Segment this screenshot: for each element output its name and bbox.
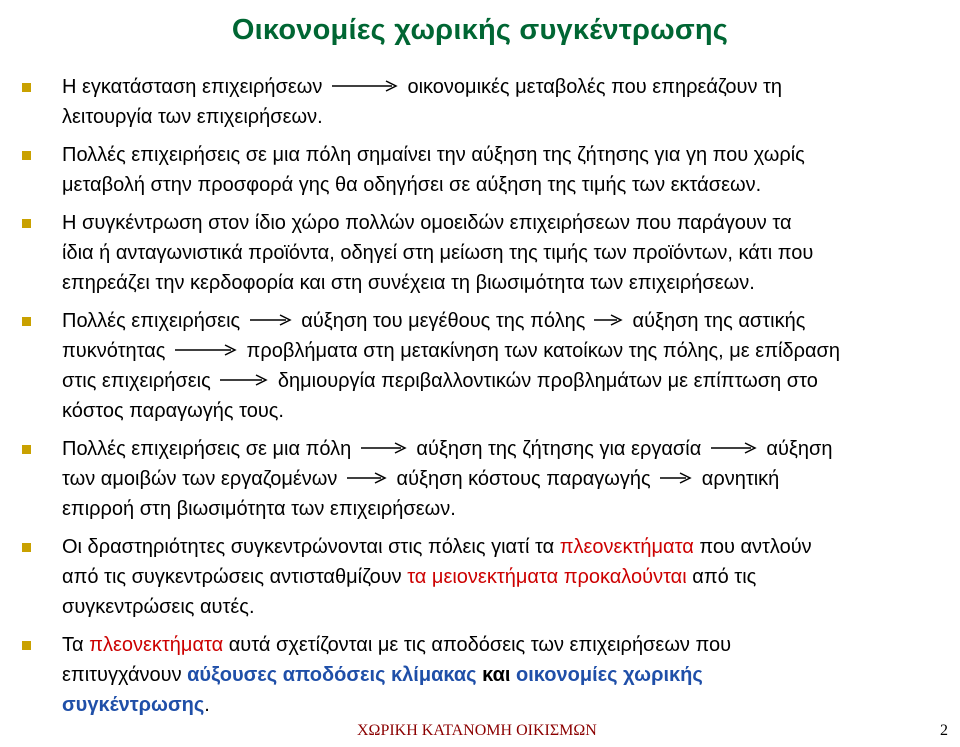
bullet-text: αύξηση <box>766 438 833 460</box>
right-arrow-icon <box>359 442 409 454</box>
bullet-text: οικονομικές μεταβολές που επηρεάζουν τη <box>407 76 783 98</box>
bullet-text: επιτυγχάνουν <box>62 664 188 686</box>
bullet-item <box>22 306 942 426</box>
bullet-text: που αντλούν <box>693 536 812 558</box>
bullet-text: λειτουργία των επιχειρήσεων. <box>62 106 323 128</box>
bullet-text: κόστος παραγωγής τους. <box>62 400 284 422</box>
right-arrow-icon <box>173 344 239 356</box>
bullet-text: στις επιχειρήσεις <box>62 370 211 392</box>
square-bullet-icon <box>22 543 31 552</box>
disadvantages-highlight: τα μειονεκτήματα προκαλούνται <box>407 566 687 588</box>
bullet-text: αύξηση της αστικής <box>632 310 806 332</box>
bullet-item <box>22 140 942 200</box>
square-bullet-icon <box>22 317 31 326</box>
bullet-item <box>22 434 942 524</box>
bullet-text: αρνητική <box>701 468 780 490</box>
bullet-text: προβλήματα στη μετακίνηση των κατοίκων της πόλης, με επίδραση <box>246 340 840 362</box>
square-bullet-icon <box>22 641 31 650</box>
advantages-highlight: πλεονεκτήματα <box>559 536 694 558</box>
bullet-text: των αμοιβών των εργαζομένων <box>62 468 338 490</box>
bullet-text: αύξηση του μεγέθους της πόλης <box>301 310 586 332</box>
right-arrow-icon <box>593 314 625 326</box>
square-bullet-icon <box>22 219 31 228</box>
square-bullet-icon <box>22 151 31 160</box>
bullet-text: ίδια ή ανταγωνιστικά προϊόντα, οδηγεί στη μείωση της τιμής των προϊόντων, κάτι που <box>62 242 814 264</box>
bullet-text: και <box>476 664 517 686</box>
page-number: 2 <box>940 722 948 739</box>
bullet-text: αυτά σχετίζονται με τις αποδόσεις των επιχειρήσεων που <box>223 634 732 656</box>
right-arrow-icon <box>248 314 294 326</box>
bullet-text: από τις <box>686 566 757 588</box>
bullet-item <box>22 72 942 132</box>
bullet-text: Τα <box>62 634 90 656</box>
bullet-text: επηρεάζει την κερδοφορία και στη συνέχεια τη βιωσιμότητα των επιχειρήσεων. <box>62 272 755 294</box>
bullet-text: πυκνότητας <box>62 340 166 362</box>
bullet-text: δημιουργία περιβαλλοντικών προβλημάτων με επίπτωση στο <box>277 370 818 392</box>
bullet-text: επιρροή στη βιωσιμότητα των επιχειρήσεων. <box>62 498 456 520</box>
bullet-text: Πολλές επιχειρήσεις σε μια πόλη <box>62 438 352 460</box>
bullet-text: Η εγκατάσταση επιχειρήσεων <box>62 76 323 98</box>
bullet-text: Πολλές επιχειρήσεις <box>62 310 241 332</box>
right-arrow-icon <box>218 374 270 386</box>
bullet-text: Οι δραστηριότητες συγκεντρώνονται στις πόλεις γιατί τα <box>62 536 560 558</box>
right-arrow-icon <box>330 80 400 92</box>
increasing-returns-highlight: αύξουσες αποδόσεις κλίμακας <box>187 664 477 686</box>
right-arrow-icon <box>345 472 389 484</box>
bullet-item <box>22 630 942 720</box>
agglomeration-economies-highlight: συγκέντρωσης <box>62 694 205 716</box>
agglomeration-economies-highlight: οικονομίες χωρικής <box>516 664 703 686</box>
square-bullet-icon <box>22 83 31 92</box>
bullet-list <box>22 72 942 728</box>
bullet-item <box>22 208 942 298</box>
bullet-text: μεταβολή στην προσφορά γης θα οδηγήσει σε αύξηση της τιμής των εκτάσεων. <box>62 174 762 196</box>
square-bullet-icon <box>22 445 31 454</box>
page-title: Οικονομίες χωρικής συγκέντρωσης <box>231 14 729 46</box>
bullet-text: . <box>204 694 210 716</box>
right-arrow-icon <box>709 442 759 454</box>
bullet-text: αύξηση της ζήτησης για εργασία <box>416 438 702 460</box>
bullet-text: από τις συγκεντρώσεις αντισταθμίζουν <box>62 566 408 588</box>
right-arrow-icon <box>658 472 694 484</box>
bullet-item <box>22 532 942 622</box>
advantages-highlight: πλεονεκτήματα <box>89 634 224 656</box>
bullet-text: Πολλές επιχειρήσεις σε μια πόλη σημαίνει την αύξηση της ζήτησης για γη που χωρίς <box>62 144 805 166</box>
bullet-text: αύξηση κόστους παραγωγής <box>396 468 651 490</box>
bullet-text: συγκεντρώσεις αυτές. <box>62 596 255 618</box>
bullet-text: Η συγκέντρωση στον ίδιο χώρο πολλών ομοειδών επιχειρήσεων που παράγουν τα <box>62 212 792 234</box>
footer-title: ΧΩΡΙΚΗ ΚΑΤΑΝΟΜΗ ΟΙΚΙΣΜΩΝ <box>357 722 597 739</box>
